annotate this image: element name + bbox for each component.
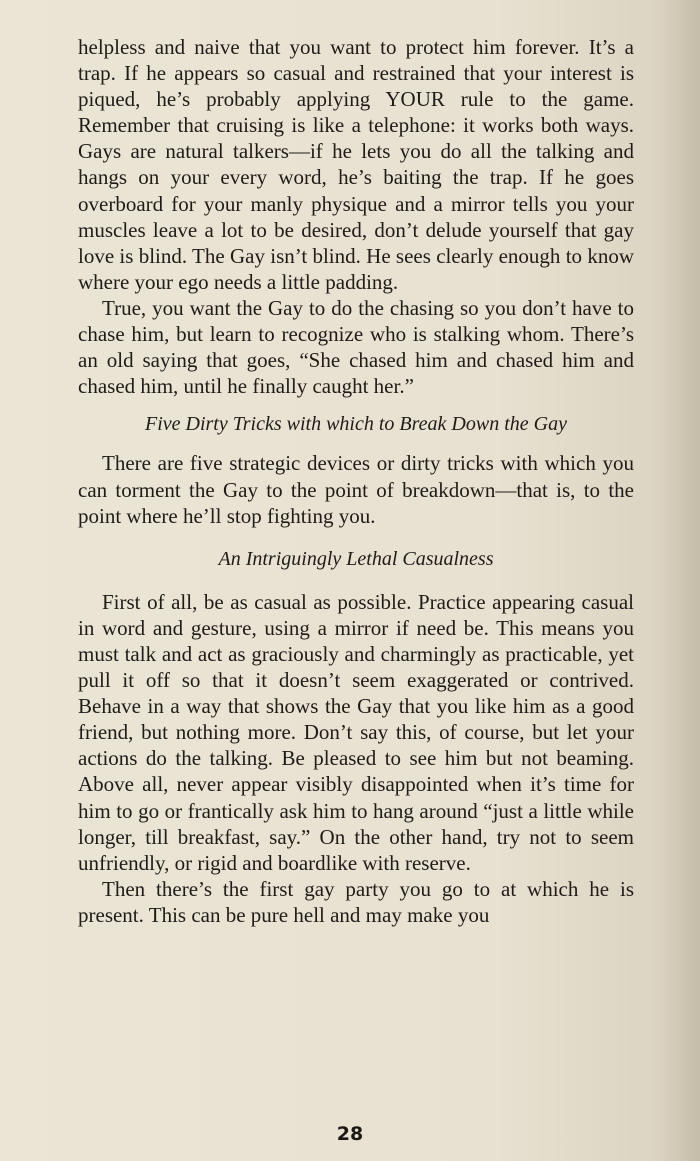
paragraph-4: First of all, be as casual as possible. Practice appearing casual in word and gesture, using a mirror if need be. This means you must talk and act as graciously and charmingly as practicable, yet pull it off so that it doesn’t seem exaggerated or contrived. Behave in a way that shows the Gay that you like him as a good friend, but nothing more. Don’t say this, of course, but let your actions do the talking. Be pleased to see him but not beaming. Above all, never appear visibly disappointed when it’s time for him to go or frantically ask him to hang around “just a little while longer, till breakfast, say.” On the other hand, try not to seem unfriendly, or rigid and boardlike with reserve.: [78, 589, 634, 875]
body-text: [78, 34, 634, 928]
paragraph-2: True, you want the Gay to do the chasing so you don’t have to chase him, but learn to recognize who is stalking whom. There’s an old saying that goes, “She chased him and chased him and chased him, until he finally caught her.”: [78, 295, 634, 399]
section-heading-casualness: An Intriguingly Lethal Casualness: [218, 547, 494, 570]
page-number: 28: [336, 1123, 364, 1145]
section-heading-five-dirty-tricks: Five Dirty Tricks with which to Break Down the Gay: [145, 413, 567, 436]
paragraph-1: helpless and naive that you want to protect him forever. It’s a trap. If he appears so casual and restrained that your interest is piqued, he’s probably applying YOUR rule to the game. Remember that cruising is like a telephone: it works both ways. Gays are natural talkers—if he lets you do all the talking and hangs on your every word, he’s baiting the trap. If he goes overboard for your manly physique and a mirror tells you your muscles leave a lot to be desired, don’t delude yourself that gay love is blind. The Gay isn’t blind. He sees clearly enough to know where your ego needs a little padding.: [78, 35, 634, 294]
page-edge-shadow: [662, 0, 700, 1161]
paragraph-3: There are five strategic devices or dirty tricks with which you can torment the Gay to the point of breakdown—that is, to the point where he’ll stop fighting you.: [78, 451, 634, 528]
paragraph-5: Then there’s the first gay party you go to at which he is present. This can be pure hell and may make you: [78, 876, 634, 927]
